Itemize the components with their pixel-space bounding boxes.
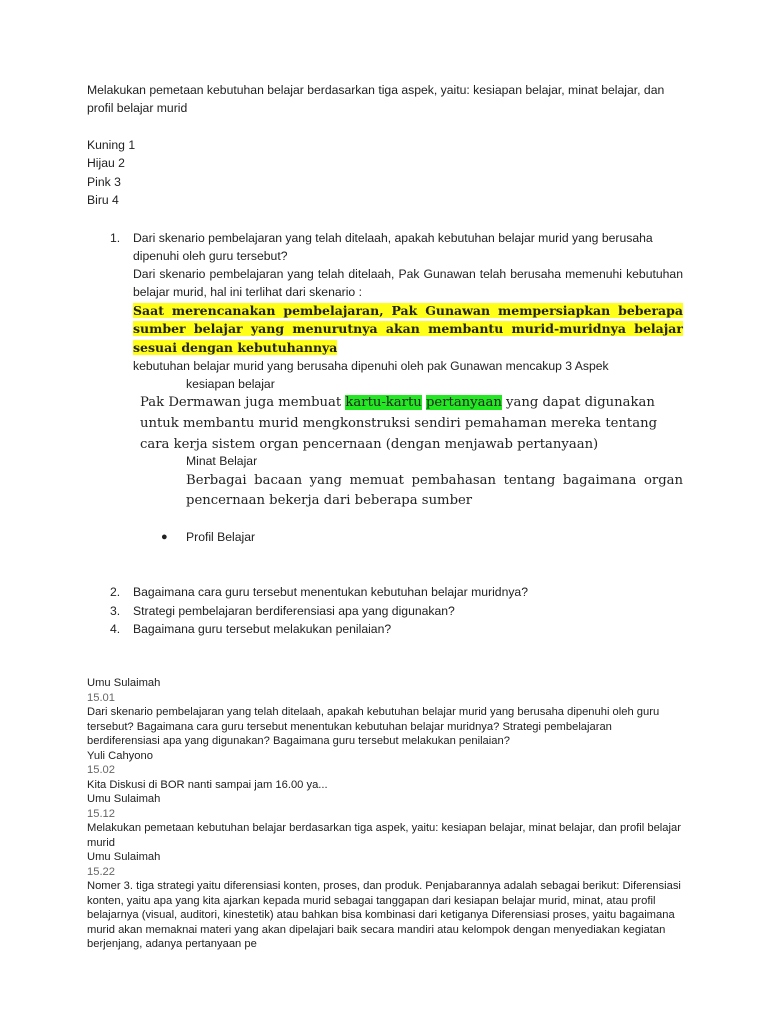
chat-message: Nomer 3. tiga strategi yaitu diferensiasi konten, proses, dan produk. Penjabarannya adalah sebagai berikut: Diferensiasi konten, yaitu apa yang kita ajarkan kepada murid sebagai tanggapan dari kesiapan belajar murid, minat, atau profil belajarnya (visual, auditori, kinestetik) atau bahkan bisa kombinasi dari ketiganya Diferensiasi proses, yaitu bagaimana murid akan memaknai materi yang akan dipelajari baik secara mandiri atau kelompok dengan menyediakan kegiatan berjenjang, adanya pertanyaan pe [87, 880, 681, 950]
chat-log [87, 676, 687, 952]
question-3-text: Strategi pembelajaran berdiferensiasi apa yang digunakan? [133, 604, 455, 618]
question-number: 4. [110, 622, 121, 636]
bullet-dot: ● [161, 531, 168, 543]
color-group-list [87, 136, 135, 209]
aspect-kesiapan-post: yang dapat digunakan untuk membantu murid mengkonstruksi sendiri pemahaman mereka tentang cara kerja sistem organ pencernaan (dengan menjawab pertanyaan) [140, 395, 658, 452]
chat-entry [87, 749, 687, 793]
color-group-item: Kuning 1 [87, 138, 136, 152]
intro-paragraph: Melakukan pemetaan kebutuhan belajar berdasarkan tiga aspek, yaitu: kesiapan belajar, minat belajar, dan profil belajar murid [87, 83, 665, 115]
aspect-kesiapan-text [140, 392, 660, 455]
chat-author: Umu Sulaimah [87, 677, 161, 689]
chat-time: 15.22 [87, 865, 115, 878]
chat-author: Yuli Cahyono [87, 749, 153, 762]
chat-time: 15.12 [87, 807, 115, 820]
color-group-item: Hijau 2 [87, 156, 125, 171]
chat-entry [87, 850, 687, 952]
chat-author: Umu Sulaimah [87, 793, 161, 805]
highlight-pertanyaan: pertanyaan [425, 395, 502, 410]
question-number: 3. [110, 604, 121, 618]
aspects-intro: kebutuhan belajar murid yang berusaha dipenuhi oleh pak Gunawan mencakup 3 Aspek [133, 359, 609, 373]
chat-message: Kita Diskusi di BOR nanti sampai jam 16.00 ya... [87, 778, 328, 791]
question-2-text: Bagaimana cara guru tersebut menentukan kebutuhan belajar muridnya? [133, 585, 528, 599]
chat-time: 15.02 [87, 764, 115, 776]
color-group-item: Biru 4 [87, 192, 119, 207]
question-4-text: Bagaimana guru tersebut melakukan penilaian? [133, 622, 392, 636]
aspect-minat-label: Minat Belajar [186, 454, 258, 468]
color-group-item: Pink 3 [87, 174, 121, 189]
chat-author: Umu Sulaimah [87, 851, 161, 863]
aspect-kesiapan-label: kesiapan belajar [186, 377, 275, 391]
chat-message: Melakukan pemetaan kebutuhan belajar berdasarkan tiga aspek, yaitu: kesiapan belajar, minat belajar, dan profil belajar murid [87, 822, 681, 849]
highlight-kartu: kartu-kartu [345, 395, 422, 410]
question-1-text: Dari skenario pembelajaran yang telah ditelaah, apakah kebutuhan belajar murid yang berusaha dipenuhi oleh guru tersebut? [133, 231, 653, 263]
aspect-profil-label: Profil Belajar [186, 530, 256, 544]
aspect-kesiapan-pre: Pak Dermawan juga membuat [140, 395, 346, 410]
chat-entry [87, 792, 687, 850]
aspect-minat-text: Berbagai bacaan yang memuat pembahasan tentang bagaimana organ pencernaan bekerja dari beberapa sumber [186, 473, 683, 508]
answer-1-intro: Dari skenario pembelajaran yang telah ditelaah, Pak Gunawan telah berusaha memenuhi kebutuhan belajar murid, hal ini terlihat dari skenario : [133, 267, 683, 299]
question-number: 2. [110, 585, 121, 599]
question-number: 1. [110, 231, 121, 245]
highlighted-scenario-text: Saat merencanakan pembelajaran, Pak Gunawan mempersiapkan beberapa sumber belajar yang menurutnya akan membantu murid-muridnya belajar sesuai dengan kebutuhannya [133, 303, 683, 355]
chat-entry [87, 676, 687, 749]
scenario-highlight [133, 302, 683, 357]
chat-message: Dari skenario pembelajaran yang telah ditelaah, apakah kebutuhan belajar murid yang berusaha dipenuhi oleh guru tersebut? Bagaimana cara guru tersebut menentukan kebutuhan belajar muridnya? Strategi pembelajaran berdiferensiasi apa yang digunakan? Bagaimana guru tersebut melakukan penilaian? [87, 706, 660, 747]
chat-time: 15.01 [87, 691, 115, 704]
